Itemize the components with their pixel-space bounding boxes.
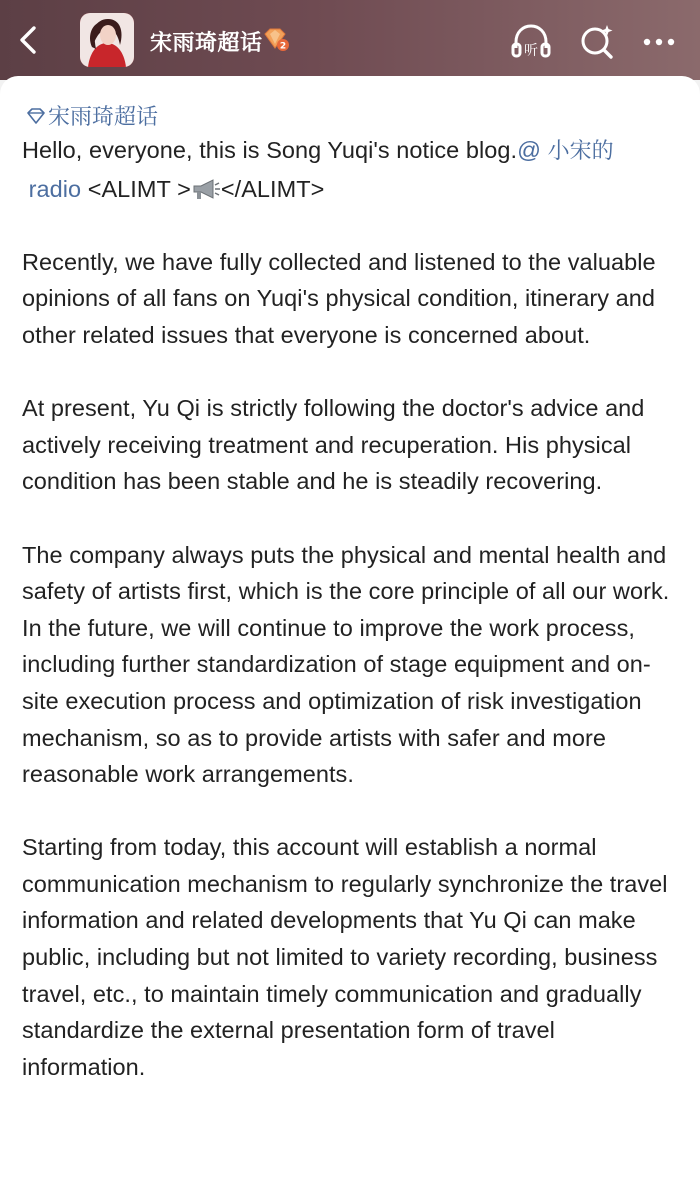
paragraph-5: Starting from today, this account will establish a normal communication mechanism to regularly synchronize the travel information and related developments that Yu Qi can make public, including but not limited to variety recording, business travel, etc., to maintain timely communication and gradually standardize the external presentation form of travel information. bbox=[22, 834, 668, 1080]
diamond-badge-icon bbox=[262, 26, 290, 52]
mention-cjk: 小宋的 bbox=[547, 139, 614, 164]
back-arrow-icon bbox=[14, 22, 44, 58]
paragraph-4: The company always puts the physical and mental health and safety of artists first, which is the core principle of all our work. In the future, we will continue to improve the work process, including further standardization of stage equipment and on-site execution process and optimization of risk investigation mechanism, so as to provide artists with safer and more reasonable work arrangements. bbox=[22, 541, 670, 788]
headphones-icon bbox=[510, 22, 552, 62]
avatar[interactable] bbox=[80, 13, 134, 67]
megaphone-icon bbox=[191, 175, 221, 199]
avatar-image bbox=[80, 13, 134, 67]
mention-at: @ bbox=[517, 137, 541, 163]
topic-label: 宋雨琦超话 bbox=[48, 105, 159, 130]
tag-close: </ALIMT> bbox=[220, 175, 325, 202]
paragraph-2: Recently, we have fully collected and listened to the valuable opinions of all fans on Yuqi's physical condition, itinerary and other related issues that everyone is concerned about. bbox=[22, 248, 656, 348]
mention-en: radio bbox=[28, 175, 82, 202]
back-button[interactable] bbox=[14, 22, 44, 58]
tag-open: <ALIMT > bbox=[81, 175, 191, 202]
diamond-icon bbox=[26, 106, 46, 126]
post-body bbox=[22, 132, 682, 1085]
badge-number: 2 bbox=[279, 41, 287, 52]
listen-label: 听 bbox=[524, 43, 538, 59]
intro-text: Hello, everyone, this is Song Yuqi's notice blog. bbox=[22, 137, 518, 163]
page-title: 宋雨琦超话 bbox=[150, 31, 263, 56]
top-bar bbox=[0, 0, 700, 80]
paragraph-3: At present, Yu Qi is strictly following the doctor's advice and actively receiving treatment and recuperation. His physical condition has been stable and he is steadily recovering. bbox=[22, 395, 645, 495]
level-badge bbox=[262, 26, 290, 52]
topic-link[interactable] bbox=[26, 100, 158, 131]
more-icon bbox=[638, 22, 680, 62]
post-card bbox=[0, 76, 700, 1200]
paragraph-intro bbox=[22, 132, 682, 207]
search-button[interactable] bbox=[576, 22, 618, 62]
more-button[interactable] bbox=[638, 22, 680, 62]
listen-button[interactable] bbox=[510, 22, 552, 62]
search-icon bbox=[576, 22, 618, 62]
